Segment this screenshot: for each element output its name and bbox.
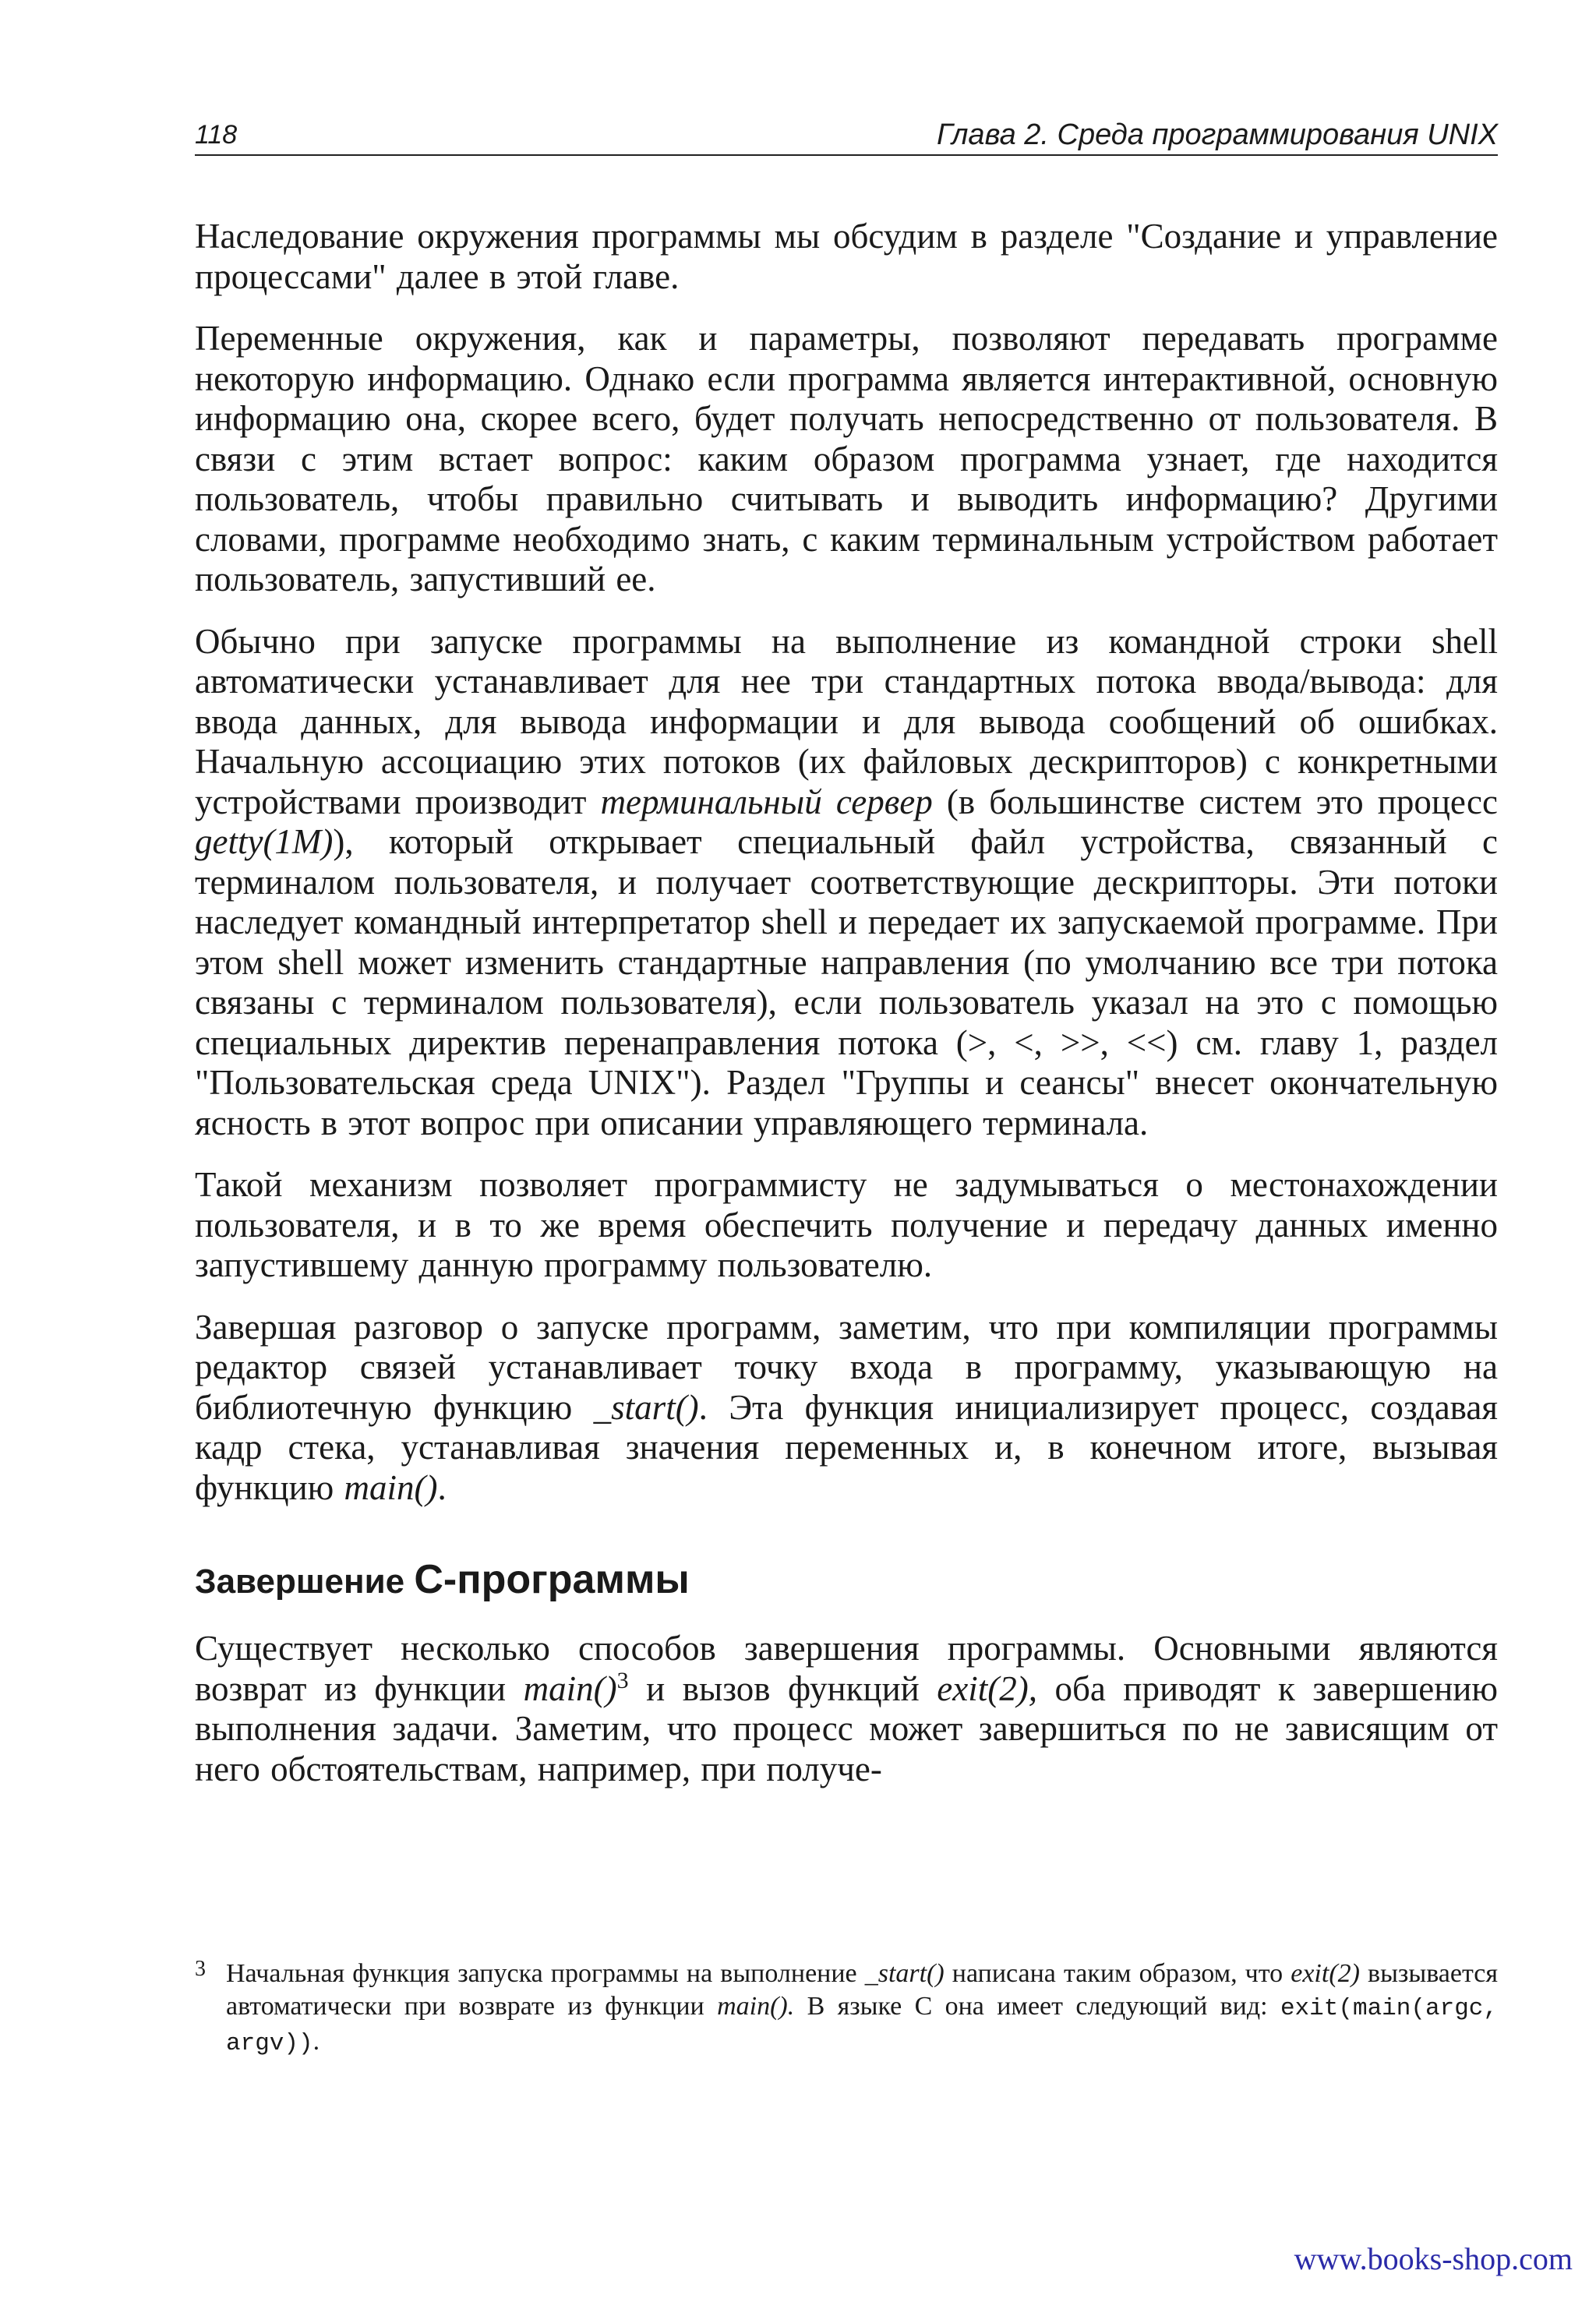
function-exit: exit(2)	[1291, 1959, 1360, 1988]
chapter-title: Глава 2. Среда программирования UNIX	[937, 118, 1498, 151]
paragraph-mechanism: Такой механизм позволяет программисту не задумываться о местонахождении пользователя, и в то же время обеспечить получение и передачу данных именно запустившему данную программу пользователю.	[195, 1165, 1498, 1284]
page-number: 118	[195, 120, 238, 150]
text-segment: (в большинстве систем это процесс	[932, 782, 1498, 821]
function-start: _start()	[593, 1387, 699, 1427]
text-segment: Обычно при запуске программы на выполнение из командной строки shell автоматически устанавливает для нее три стандартных потока ввода/вывода: для ввода данных, для вывода информации и для вывода сообщений об ошибках. Начальную ассоциацию этих потоков (их файловых дескрипторов) с конкретными устройствами производит	[195, 621, 1498, 821]
text-segment: . Эта функция инициализирует процесс, создавая кадр стека, устанавливая значения переменных и, в конечном итоге, вызывая функцию	[195, 1387, 1499, 1507]
footnote	[195, 1958, 1498, 2060]
watermark-link[interactable]: www.books-shop.com	[1294, 2241, 1573, 2276]
paragraph-environment-inheritance: Наследование окружения программы мы обсудим в разделе "Создание и управление процессами" далее в этой главе.	[195, 217, 1498, 296]
function-exit: exit(2),	[937, 1668, 1037, 1708]
section-heading	[195, 1556, 1498, 1605]
code-snippet: exit(main(argc, argv))	[226, 1995, 1498, 2057]
footnote-text	[195, 1958, 1498, 2060]
command-getty: getty(1M)	[195, 822, 334, 861]
body-text	[195, 217, 1498, 1811]
paragraph-standard-streams	[195, 622, 1498, 1144]
heading-text-large: С-программы	[414, 1557, 690, 1602]
function-start: _start()	[864, 1959, 945, 1988]
footnote-reference[interactable]: 3	[616, 1667, 629, 1693]
text-segment: В языке С она имеет следующий вид:	[794, 1992, 1280, 2021]
text-segment: Начальная функция запуска программы на выполнение	[226, 1959, 865, 1988]
text-segment: вызывается автоматически при возврате из функции	[226, 1959, 1498, 2021]
heading-text: Завершение	[195, 1562, 415, 1601]
text-segment: .	[312, 2027, 320, 2056]
text-segment: .	[437, 1467, 447, 1507]
paragraph-termination	[195, 1629, 1498, 1789]
text-segment: Существует несколько способов завершения программы. Основными являются возврат из функции	[195, 1629, 1498, 1708]
paragraph-environment-variables: Переменные окружения, как и параметры, позволяют передавать программе некоторую информацию. Однако если программа является интерактивной, основную информацию она, скорее всего, будет получать непосредственно от пользователя. В связи с этим встает вопрос: каким образом программа узнает, где находится пользователь, чтобы правильно считывать и выводить информацию? Другими словами, программе необходимо знать, с каким терминальным устройством работает пользователь, запустивший ее.	[195, 319, 1498, 598]
function-main: main()	[523, 1668, 617, 1708]
text-segment: оба приводят к завершению выполнения задачи. Заметим, что процесс может завершиться по не зависящим от него обстоятельствам, например, при получе-	[195, 1668, 1498, 1788]
text-segment: и вызов функций	[628, 1668, 937, 1708]
paragraph-program-start	[195, 1308, 1498, 1509]
text-segment: ), который открывает специальный файл устройства, связанный с терминалом пользователя, и получает соответствующие дескрипторы. Эти потоки наследует командный интерпретатор shell и передает их запускаемой программе. При этом shell может изменить стандартные направления (по умолчанию все три потока связаны с терминалом пользователя), если пользователь указал на это с помощью специальных директив перенаправления потока (>, <, >>, <<) см. главу 1, раздел "Пользовательская среда UNIX"). Раздел "Группы и сеансы" внесет окончательную ясность в этот вопрос при описании управляющего терминала.	[195, 822, 1498, 1142]
text-segment: Завершая разговор о запуске программ, заметим, что при компиляции программы редактор связей устанавливает точку входа в программу, указывающую на библиотечную функцию	[195, 1307, 1498, 1427]
term-terminal-server: терминальный сервер	[600, 782, 933, 821]
text-segment: написана таким образом, что	[944, 1959, 1291, 1988]
footnote-mark: 3	[195, 1957, 206, 1981]
function-main: main().	[717, 1992, 795, 2021]
function-main: main()	[344, 1467, 438, 1507]
running-header	[195, 115, 1498, 156]
